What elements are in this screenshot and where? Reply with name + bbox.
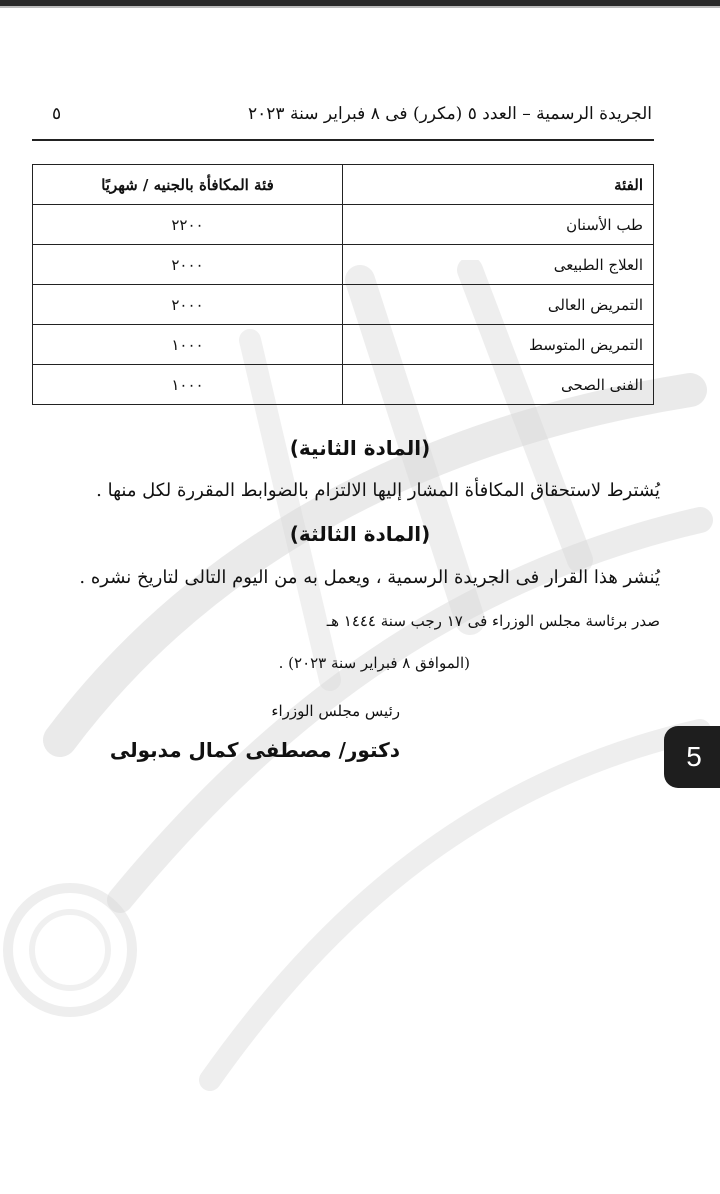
table-row — [33, 325, 654, 365]
fee-table — [32, 164, 654, 405]
signatory-name: دكتور/ مصطفى كمال مدبولى — [109, 738, 400, 762]
fee-cell: ٢٢٠٠ — [33, 205, 343, 245]
category-cell: طب الأسنان — [343, 205, 654, 245]
corresponding-date: (الموافق ٨ فبراير سنة ٢٠٢٣) . — [278, 654, 470, 672]
article-3-body: يُنشر هذا القرار فى الجريدة الرسمية ، ويعمل به من اليوم التالى لتاريخ نشره . — [79, 567, 660, 588]
issued-statement: صدر برئاسة مجلس الوزراء فى ١٧ رجب سنة ١٤٤٤ هـ — [326, 612, 660, 630]
table-row — [33, 285, 654, 325]
category-cell: التمريض المتوسط — [343, 325, 654, 365]
table-row — [33, 245, 654, 285]
column-header-category: الفئة — [343, 165, 654, 205]
article-2-body: يُشترط لاستحقاق المكافأة المشار إليها الالتزام بالضوابط المقررة لكل منها . — [96, 480, 660, 501]
page-number-tab: 5 — [664, 726, 720, 788]
column-header-fee: فئة المكافأة بالجنيه / شهريًا — [33, 165, 343, 205]
page-header — [32, 104, 652, 134]
category-cell: التمريض العالى — [343, 285, 654, 325]
table-row — [33, 205, 654, 245]
fee-cell: ١٠٠٠ — [33, 365, 343, 405]
gazette-title: الجريدة الرسمية – العدد ٥ (مكرر) فى ٨ فبراير سنة ٢٠٢٣ — [248, 104, 652, 124]
article-3-title: (المادة الثالثة) — [289, 522, 431, 546]
header-divider — [32, 139, 654, 141]
fee-cell: ٢٠٠٠ — [33, 245, 343, 285]
signatory-title: رئيس مجلس الوزراء — [271, 702, 400, 720]
category-cell: العلاج الطبيعى — [343, 245, 654, 285]
article-2-title: (المادة الثانية) — [289, 436, 431, 460]
table-header-row — [33, 165, 654, 205]
fee-cell: ٢٠٠٠ — [33, 285, 343, 325]
fee-cell: ١٠٠٠ — [33, 325, 343, 365]
top-border-shadow — [0, 6, 720, 8]
category-cell: الفنى الصحى — [343, 365, 654, 405]
header-page-number: ٥ — [52, 104, 62, 124]
table-row — [33, 365, 654, 405]
